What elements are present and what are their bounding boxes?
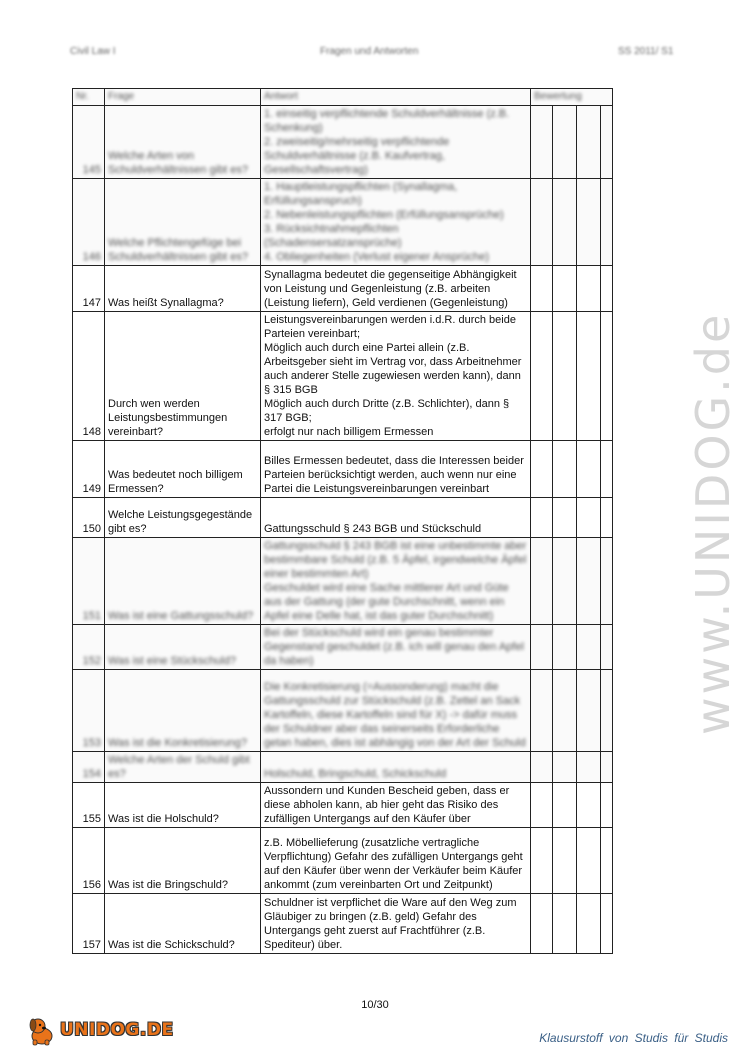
rating-cell	[553, 266, 577, 312]
row-question: Welche Leistungsgegestände gibt es?	[105, 498, 261, 538]
rating-cell	[531, 106, 553, 179]
row-answer: Billes Ermessen bedeutet, dass die Interessen beider Parteien berücksichtigt werden, auch wenn nur eine Partei die Leistungsvereinbarungen vereinbart	[261, 441, 531, 498]
row-answer: Synallagma bedeutet die gegenseitige Abhängigkeit von Leistung und Gegenleistung (z.B. arbeiten (Leistung liefern), Geld verdienen (Gegenleistung)	[261, 266, 531, 312]
row-number: 157	[73, 894, 105, 954]
rating-cell	[577, 441, 601, 498]
rating-cell	[553, 179, 577, 266]
logo-text: UNIDOG.DE	[60, 1020, 174, 1040]
rating-cell	[601, 179, 613, 266]
rating-cell	[531, 783, 553, 828]
rating-cell	[577, 670, 601, 752]
table-row	[73, 266, 613, 312]
row-answer: Holschuld, Bringschuld, Schickschuld	[261, 752, 531, 783]
rating-cell	[577, 752, 601, 783]
row-question: Welche Pflichtengefüge bei Schuldverhältnissen gibt es?	[105, 179, 261, 266]
row-answer: Bei der Stückschuld wird ein genau bestimmter Gegenstand geschuldet (z.B. ich will genau den Apfel da haben)	[261, 625, 531, 670]
rating-cell	[553, 670, 577, 752]
header-center: Fragen und Antworten	[320, 46, 419, 57]
table-header-row	[73, 89, 613, 106]
row-number: 147	[73, 266, 105, 312]
rating-cell	[577, 266, 601, 312]
row-answer: Leistungsvereinbarungen werden i.d.R. durch beide Parteien vereinbart; Möglich auch durch eine Partei allein (z.B. Arbeitsgeber sieht im Vertrag vor, dass Arbeitnehmer auch anderer Stelle zugewiesen werden kann), dann § 315 BGB Möglich auch durch Dritte (z.B. Schlichter), dann § 317 BGB; erfolgt nur nach billigem Ermessen	[261, 312, 531, 441]
row-question: Welche Arten von Schuldverhältnissen gibt es?	[105, 106, 261, 179]
rating-cell	[601, 498, 613, 538]
row-question: Welche Arten der Schuld gibt es?	[105, 752, 261, 783]
row-number: 149	[73, 441, 105, 498]
table-row	[73, 894, 613, 954]
rating-cell	[601, 783, 613, 828]
rating-cell	[531, 625, 553, 670]
rating-cell	[531, 312, 553, 441]
rating-cell	[577, 894, 601, 954]
header-right: SS 2011/ S1	[618, 46, 674, 57]
qa-table	[72, 88, 613, 954]
rating-cell	[601, 894, 613, 954]
rating-cell	[531, 752, 553, 783]
row-question: Was ist eine Gattungsschuld?	[105, 538, 261, 625]
row-question: Was ist die Holschuld?	[105, 783, 261, 828]
rating-cell	[577, 538, 601, 625]
row-question: Was bedeutet noch billigem Ermessen?	[105, 441, 261, 498]
dog-mascot-icon	[24, 1013, 58, 1047]
table-row	[73, 106, 613, 179]
table-row	[73, 538, 613, 625]
row-number: 154	[73, 752, 105, 783]
rating-cell	[601, 625, 613, 670]
row-answer: z.B. Möbellieferung (zusatzliche vertragliche Verpflichtung) Gefahr des zufälligen Untergangs geht auf den Käufer über wenn der Verkäufer beim Käufer ankommt (zum vereinbarten Ort und Zeitpunkt)	[261, 828, 531, 894]
row-question: Was ist die Bringschuld?	[105, 828, 261, 894]
rating-cell	[577, 312, 601, 441]
row-number: 151	[73, 538, 105, 625]
column-header-bewertung: Bewertung	[531, 89, 613, 106]
row-question: Was ist eine Stückschuld?	[105, 625, 261, 670]
row-question: Durch wen werden Leistungsbestimmungen vereinbart?	[105, 312, 261, 441]
unidog-logo	[24, 1013, 174, 1047]
rating-cell	[531, 670, 553, 752]
rating-cell	[577, 179, 601, 266]
rating-cell	[577, 106, 601, 179]
table-row	[73, 752, 613, 783]
rating-cell	[531, 266, 553, 312]
table-row	[73, 670, 613, 752]
column-header-antwort: Antwort	[261, 89, 531, 106]
row-answer: Gattungsschuld § 243 BGB ist eine unbestimmte aber bestimmbare Schuld (z.B. 5 Äpfel, irgendwelche Äpfel einer bestimmten Art) Geschuldet wird eine Sache mittlerer Art und Güte aus der Gattung (der gute Durchschnitt, wenn ein Apfel eine Delle hat, ist das guter Durchschnitt)	[261, 538, 531, 625]
column-header-frage: Frage	[105, 89, 261, 106]
row-answer: Schuldner ist verpflichet die Ware auf den Weg zum Gläubiger zu bringen (z.B. geld) Gefahr des Untergangs geht zuerst auf Frachtführer (z.B. Spediteur) über.	[261, 894, 531, 954]
table-row	[73, 441, 613, 498]
slogan: Klausurstoff von Studis für Studis	[539, 1031, 728, 1045]
rating-cell	[577, 498, 601, 538]
rating-cell	[553, 752, 577, 783]
rating-cell	[577, 828, 601, 894]
row-number: 156	[73, 828, 105, 894]
row-answer: 1. Hauptleistungspflichten (Synallagma, Erfüllungsanspruch) 2. Nebenleistungspflichten (Erfüllungsansprüche) 3. Rücksichtnahmepflichten (Schadensersatzansprüche) 4. Obliegenheiten (Verlust eigener Ansprüche)	[261, 179, 531, 266]
row-answer: Die Konkretisierung (=Aussonderung) macht die Gattungsschuld zur Stückschuld (z.B. Zettel an Sack Kartoffeln, diese Kartoffeln sind für X) -> dafür muss der Schuldner aber das seinerseits Erforderliche getan haben, dies ist abhängig von der Art der Schuld	[261, 670, 531, 752]
rating-cell	[553, 538, 577, 625]
rating-cell	[531, 179, 553, 266]
rating-cell	[553, 106, 577, 179]
rating-cell	[553, 312, 577, 441]
rating-cell	[553, 498, 577, 538]
rating-cell	[601, 312, 613, 441]
row-number: 155	[73, 783, 105, 828]
row-question: Was ist die Schickschuld?	[105, 894, 261, 954]
rating-cell	[577, 625, 601, 670]
rating-cell	[531, 828, 553, 894]
header-left: Civil Law I	[70, 46, 116, 57]
table-row	[73, 783, 613, 828]
rating-cell	[531, 538, 553, 625]
rating-cell	[601, 266, 613, 312]
row-answer: Aussondern und Kunden Bescheid geben, dass er diese abholen kann, ab hier geht das Risiko des zufälligen Untergangs auf den Käufer über	[261, 783, 531, 828]
rating-cell	[553, 783, 577, 828]
row-number: 150	[73, 498, 105, 538]
row-number: 153	[73, 670, 105, 752]
row-number: 146	[73, 179, 105, 266]
column-header-nr: Nr.	[73, 89, 105, 106]
rating-cell	[553, 625, 577, 670]
rating-cell	[531, 894, 553, 954]
table-row	[73, 498, 613, 538]
rating-cell	[531, 498, 553, 538]
rating-cell	[601, 538, 613, 625]
rating-cell	[601, 441, 613, 498]
row-number: 148	[73, 312, 105, 441]
rating-cell	[601, 670, 613, 752]
rating-cell	[601, 752, 613, 783]
row-number: 145	[73, 106, 105, 179]
rating-cell	[553, 828, 577, 894]
table-row	[73, 625, 613, 670]
table-row	[73, 179, 613, 266]
watermark: www.UNIDOG.de	[686, 311, 740, 735]
table-row	[73, 828, 613, 894]
row-question: Was heißt Synallagma?	[105, 266, 261, 312]
page-number: 10/30	[361, 999, 389, 1011]
rating-cell	[601, 106, 613, 179]
row-question: Was ist die Konkretisierung?	[105, 670, 261, 752]
row-answer: Gattungsschuld § 243 BGB und Stückschuld	[261, 498, 531, 538]
rating-cell	[601, 828, 613, 894]
rating-cell	[531, 441, 553, 498]
row-answer: 1. einseitig verpflichtende Schuldverhältnisse (z.B. Schenkung) 2. zweiseitig/mehrseitig verpflichtende Schuldverhältnisse (z.B. Kaufvertrag, Gesellschaftsvertrag)	[261, 106, 531, 179]
rating-cell	[553, 441, 577, 498]
rating-cell	[577, 783, 601, 828]
table-row	[73, 312, 613, 441]
rating-cell	[553, 894, 577, 954]
row-number: 152	[73, 625, 105, 670]
